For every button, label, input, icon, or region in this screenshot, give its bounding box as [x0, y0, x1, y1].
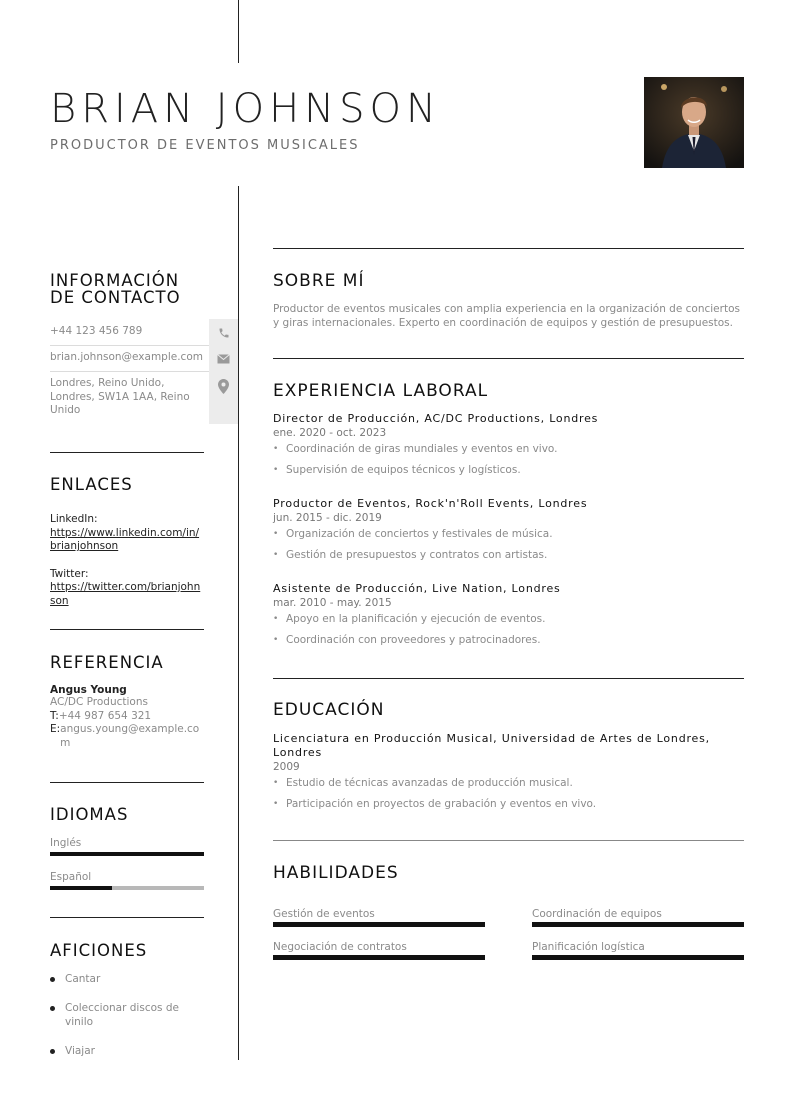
language-level-bar [50, 852, 204, 856]
reference-section [50, 654, 204, 750]
job-bullet: • Coordinación de giras mundiales y eventos en vivo. [273, 443, 748, 456]
skills-heading: HABILIDADES [273, 863, 399, 883]
bullet-dot [50, 1049, 55, 1054]
reference-phone-key: T: [50, 709, 59, 722]
job-bullet: • Supervisión de equipos técnicos y logísticos. [273, 464, 748, 477]
language-label: Inglés [50, 837, 82, 849]
job-bullet: • Gestión de presupuestos y contratos con artistas. [273, 549, 748, 562]
reference-email-row [50, 723, 204, 750]
about-heading: SOBRE MÍ [273, 271, 365, 291]
reference-email[interactable]: angus.young@example.com [60, 723, 200, 749]
language-label: Español [50, 871, 92, 883]
languages-heading: IDIOMAS [50, 805, 129, 824]
job-bullets [273, 528, 748, 562]
education-date: 2009 [273, 761, 300, 773]
education-bullet: • Participación en proyectos de grabación y eventos en vivo. [273, 798, 748, 811]
linkedin-link[interactable]: https://www.linkedin.com/in/brianjohnson [50, 526, 200, 552]
section-divider [273, 678, 744, 679]
contact-heading-line1: INFORMACIÓN [50, 271, 180, 290]
skill-item [273, 941, 485, 960]
reference-name: Angus Young [50, 684, 127, 696]
contact-section-heading [50, 272, 204, 306]
skill-level-bar [532, 922, 744, 927]
hobbies-heading: AFICIONES [50, 941, 148, 960]
job-bullet: • Organización de conciertos y festivales de música. [273, 528, 748, 541]
skill-level-bar [273, 955, 485, 960]
education-title: Licenciatura en Producción Musical, Universidad de Artes de Londres, Londres [273, 732, 710, 759]
reference-heading: REFERENCIA [50, 653, 164, 672]
skill-level-bar [532, 955, 744, 960]
education-bullets [273, 777, 748, 811]
education-entry [273, 732, 748, 819]
job-date: mar. 2010 - may. 2015 [273, 597, 392, 609]
skill-item [532, 908, 744, 927]
education-heading: EDUCACIÓN [273, 700, 385, 720]
sidebar-divider [50, 917, 204, 918]
reference-company: AC/DC Productions [50, 696, 148, 708]
bullet-dot [50, 1006, 55, 1011]
hobby-item [50, 973, 200, 987]
skill-item [273, 908, 485, 927]
links-heading: ENLACES [50, 475, 133, 494]
contact-address: Londres, Reino Unido, Londres, SW1A 1AA, Reino Unido [50, 377, 190, 416]
phone-icon [209, 322, 238, 344]
candidate-name: BRIAN JOHNSON [50, 86, 441, 132]
linkedin-label: LinkedIn: [50, 513, 98, 525]
hobbies-heading-wrap [50, 942, 204, 959]
hobby-label: Viajar [65, 1045, 95, 1057]
skill-item [532, 941, 744, 960]
skill-label: Coordinación de equipos [532, 908, 662, 920]
education-bullet: • Estudio de técnicas avanzadas de producción musical. [273, 777, 748, 790]
about-text: Productor de eventos musicales con amplia experiencia en la organización de conciertos y giras internacionales. Experto en coordinación de equipos y gestión de presupuestos. [273, 303, 740, 329]
contact-email[interactable]: brian.johnson@example.com [50, 351, 203, 363]
job-bullet: • Coordinación con proveedores y patrocinadores. [273, 634, 748, 647]
hobby-item [50, 1045, 200, 1059]
contact-heading-line2: DE CONTACTO [50, 288, 181, 307]
experience-heading: EXPERIENCIA LABORAL [273, 381, 489, 401]
reference-phone-row [50, 710, 204, 724]
job-title: Productor de Eventos, Rock'n'Roll Events, Londres [273, 497, 588, 510]
job-title: Asistente de Producción, Live Nation, Londres [273, 582, 561, 595]
job-bullets [273, 443, 748, 477]
job-date: jun. 2015 - dic. 2019 [273, 512, 382, 524]
profile-photo [644, 77, 744, 168]
job-title: Director de Producción, AC/DC Productions, Londres [273, 412, 599, 425]
job-entry [273, 412, 748, 485]
reference-phone[interactable]: +44 987 654 321 [58, 709, 152, 722]
links-section [50, 476, 204, 608]
languages-heading-wrap [50, 806, 204, 823]
job-entry [273, 582, 748, 655]
contact-separator [50, 371, 210, 372]
section-divider [273, 358, 744, 359]
job-bullets [273, 613, 748, 647]
job-entry [273, 497, 748, 570]
twitter-link[interactable]: https://twitter.com/brianjohnson [50, 581, 201, 607]
hobby-item [50, 1002, 200, 1029]
language-level-fill [50, 886, 112, 890]
sidebar-divider [50, 782, 204, 783]
skill-label: Planificación logística [532, 941, 645, 953]
language-level-fill [50, 852, 204, 856]
job-date: ene. 2020 - oct. 2023 [273, 427, 387, 439]
skill-label: Gestión de eventos [273, 908, 375, 920]
bullet-dot [50, 977, 55, 982]
hobby-label: Cantar [65, 973, 101, 985]
language-level-bar [50, 886, 204, 890]
sidebar-divider [50, 629, 204, 630]
candidate-title: PRODUCTOR DE EVENTOS MUSICALES [50, 138, 360, 153]
reference-email-key: E: [50, 723, 61, 735]
section-divider [273, 248, 744, 249]
top-divider-line [238, 0, 239, 63]
contact-phone[interactable]: +44 123 456 789 [50, 325, 143, 337]
twitter-label: Twitter: [50, 567, 89, 580]
job-bullet: • Apoyo en la planificación y ejecución de eventos. [273, 613, 748, 626]
skill-label: Negociación de contratos [273, 941, 407, 953]
skill-level-bar [273, 922, 485, 927]
contact-icon-bar [209, 319, 238, 424]
hobby-label: Coleccionar discos de vinilo [65, 1002, 179, 1028]
sidebar-divider [50, 452, 204, 453]
section-divider [273, 840, 744, 841]
location-pin-icon [209, 374, 238, 398]
contact-separator [50, 345, 210, 346]
envelope-icon [209, 348, 238, 370]
column-divider-line [238, 186, 239, 1060]
